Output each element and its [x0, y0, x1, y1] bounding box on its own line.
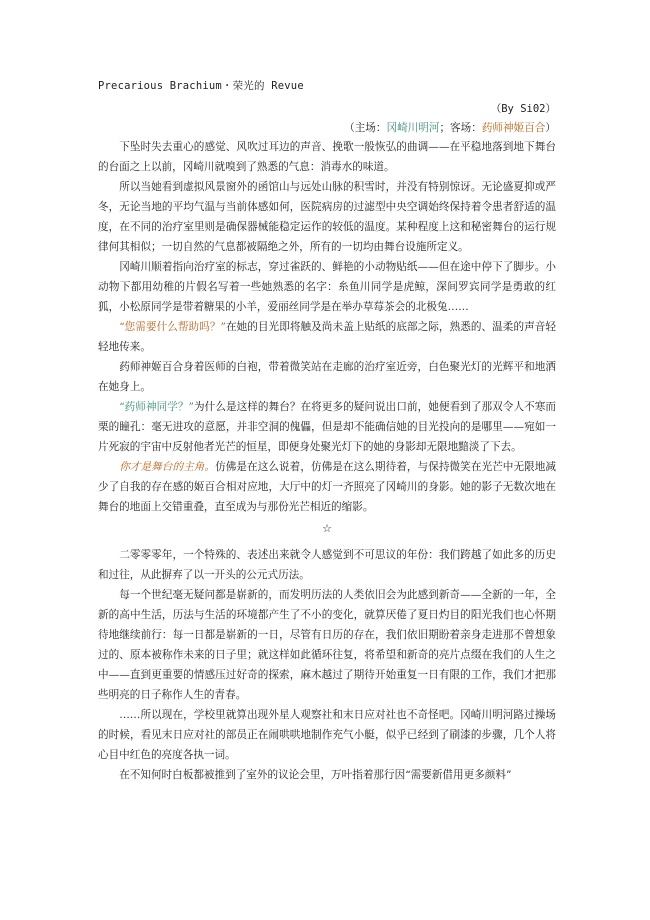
paragraph-text: 在不知何时白板都被推到了室外的议论会里，万叶指着那行因“需要新借用更多颜料”: [119, 769, 512, 781]
paragraph-text: 为什么是这样的舞台？在将更多的疑问说出口前，她便看到了那双令人不寒而栗的瞳孔：毫无进攻的意愿，并非空洞的傀儡，但是却不能确信她的目光投向的是哪里——宛如一片死寂的宇宙中反射他者光芒的恒星，即便身处聚光灯下的她的身影却无限地黯淡了下去。: [98, 401, 556, 453]
paragraph-text: 仿佛是在这么说着，仿佛是在这么期待着，与保持微笑在光芒中无限地减少了自我的存在感的姬百合相对应地，大厅中的灯一齐照亮了冈崎川的身影。她的影子无数次地在舞台的地面上交错重叠，直至成为与那份光芒相近的缩影。: [98, 461, 557, 513]
paragraph: [98, 137, 556, 177]
role-main: 冈崎川明河: [386, 122, 440, 134]
paragraph-text: 所以当她看到虚拟风景窗外的函馆山与远处山脉的积雪时，并没有特别惊讶。无论盛夏抑或严冬，无论当地的平均气温与当前体感如何，医院病房的过滤型中央空调始终保持着令患者舒适的温度，在不同的治疗室里则是确保器械能稳定运作的较低的温度。某种程度上这和秘密舞台的运行规律何其相似；一切自然的气息都被隔绝之外，所有的一切均由舞台设施所定义。: [98, 181, 556, 253]
section-two: [98, 545, 556, 785]
paragraph: [98, 457, 556, 517]
section-one: [98, 137, 556, 517]
paragraph: [98, 357, 556, 397]
roles-mid: ；客场：: [439, 122, 482, 134]
roles-prefix: （主场：: [344, 122, 387, 134]
roles-suffix: ）: [545, 122, 556, 134]
author-line: （By Si02）: [490, 103, 556, 115]
paragraph: [98, 317, 556, 357]
document-page: [98, 78, 556, 785]
document-title: Precarious Brachium・荣光的 Revue: [98, 80, 304, 92]
paragraph-text: 药师神姬百合身着医师的白袍，带着微笑站在走廊的治疗室近旁，白色聚光灯的光辉平和地洒在她身上。: [98, 361, 556, 393]
paragraph-text: ……所以现在，学校里就算出现外星人观察社和末日应对社也不奇怪吧。冈崎川明河路过操场的时候，看见末日应对社的部员正在闹哄哄地制作充气小艇，似乎已经到了刷漆的步骤，几个人将心目中红色的亮度各执一词。: [98, 709, 556, 761]
paragraph-quote: “您需要什么帮助吗？”: [119, 321, 226, 333]
paragraph-text: 冈崎川顺着指向治疗室的标志，穿过雀跃的、鲜艳的小动物贴纸——但在途中停下了脚步。小动物下都用幼稚的片假名写着一些她熟悉的名字：糸鱼川同学是虎鲸，深间罗宾同学是勇敢的红狐，小松原同学是带着糖果的小羊，爱丽丝同学是在举办草莓茶会的北极兔……: [98, 261, 556, 313]
paragraph: [98, 585, 556, 705]
paragraph: [98, 397, 556, 457]
paragraph-text: 每一个世纪毫无疑问都是崭新的，而发明历法的人类依旧会为此感到新奇——全新的一年，全新的高中生活，历法与生活的环境都产生了不小的变化，就算厌倦了夏日灼目的阳光我们也心怀期待地继续前行：每一日都是崭新的一日，尽管有日历的存在，我们依旧期盼着亲身走进那不曾想象过的、原本被称作未来的日子里；就这样如此循环往复，将希望和新奇的亮片点缀在我们的人生之中——直到更重要的情感压过好奇的探索，麻木越过了期待开始重复一日有限的工作，我们才把那些明亮的日子称作人生的青春。: [98, 589, 556, 701]
paragraph: [98, 765, 556, 785]
paragraph-quote: “药师神同学？”: [119, 401, 194, 413]
paragraph: [98, 705, 556, 765]
roles-line: [98, 120, 556, 135]
paragraph: [98, 257, 556, 317]
paragraph-text: 在她的目光即将触及尚未盖上贴纸的底部之际，熟悉的、温柔的声音轻轻地传来。: [98, 321, 556, 353]
role-guest: 药师神姬百合: [481, 122, 546, 134]
paragraph: [98, 545, 556, 585]
paragraph-text: 二零零零年，一个特殊的、表述出来就令人感觉到不可思议的年份：我们跨越了如此多的历史和过往，从此摒弃了以一开头的公元式历法。: [98, 549, 556, 581]
paragraph: [98, 177, 556, 257]
section-separator: ☆: [322, 522, 332, 535]
paragraph-text: 下坠时失去重心的感觉、风吹过耳边的声音、挽歌一般恢弘的曲调——在平稳地落到地下舞台的台面之上以前，冈崎川就嗅到了熟悉的气息：消毒水的味道。: [98, 141, 556, 173]
paragraph-quote: 你才是舞台的主角。: [119, 461, 216, 473]
